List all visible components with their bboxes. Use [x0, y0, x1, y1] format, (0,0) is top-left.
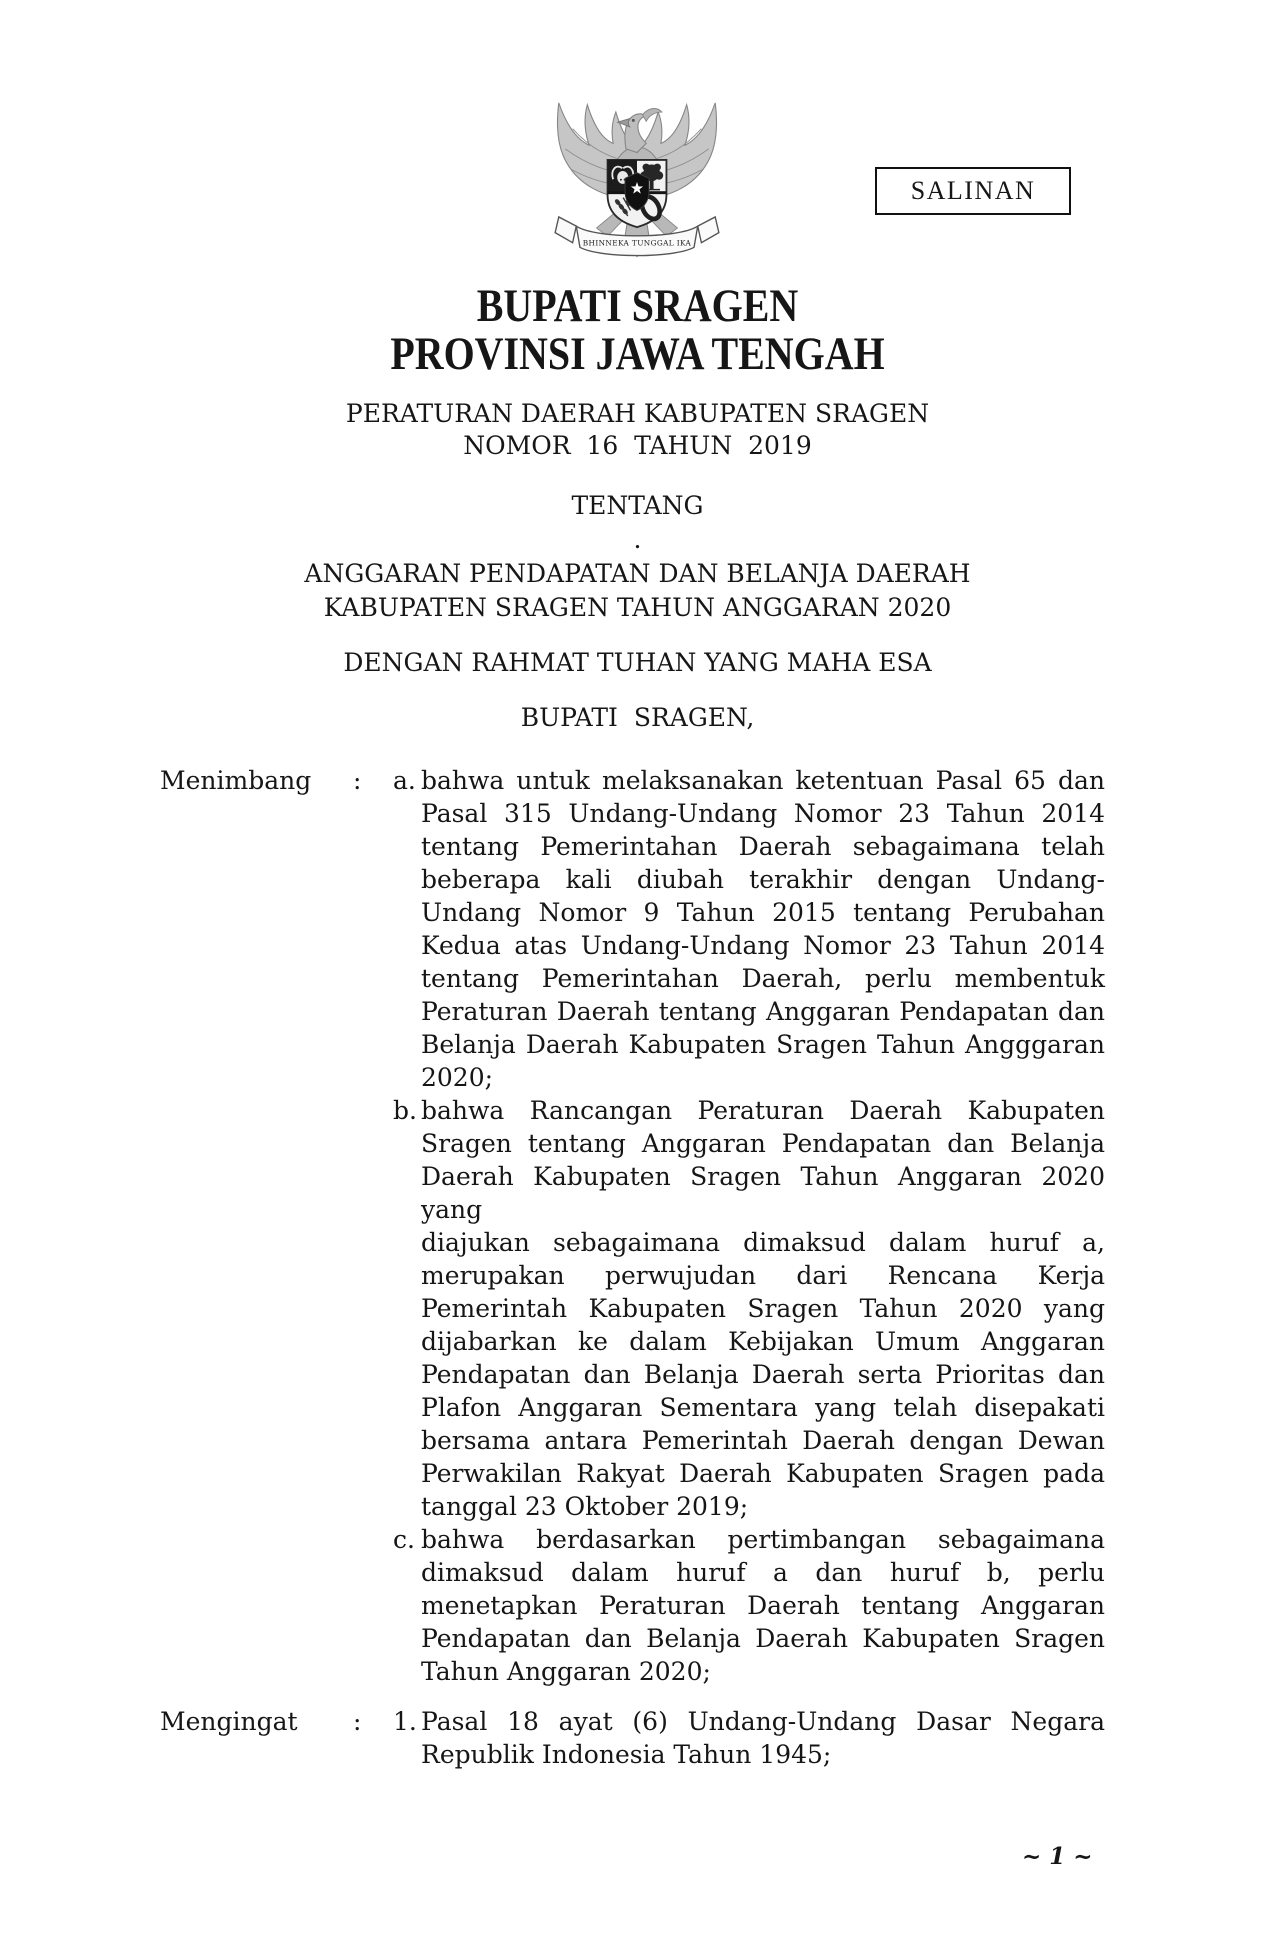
text-line: tentang Pemerintahan Daerah, perlu membentuk — [421, 964, 1105, 993]
salinan-stamp — [875, 167, 1071, 215]
menimbang-items — [393, 764, 1105, 1688]
text-line: tentang Pemerintahan Daerah sebagaimana telah — [421, 832, 1105, 861]
tentang-label: TENTANG — [571, 491, 704, 520]
text-line: 2020; — [421, 1063, 494, 1092]
mengingat-colon: : — [353, 1707, 362, 1736]
subject-line2: KABUPATEN SRAGEN TAHUN ANGGARAN 2020 — [323, 593, 952, 622]
motto-text: BHINNEKA TUNGGAL IKA — [582, 238, 692, 248]
text-line: tanggal 23 Oktober 2019; — [421, 1492, 749, 1521]
mengingat-item — [393, 1705, 1105, 1771]
item-marker: c. — [393, 1525, 415, 1554]
text-line: dijabarkan ke dalam Kebijakan Umum Anggaran — [421, 1327, 1105, 1356]
regulation-title: PERATURAN DAERAH KABUPATEN SRAGEN — [345, 399, 930, 428]
text-line: Belanja Daerah Kabupaten Sragen Tahun Angggaran — [421, 1030, 1105, 1059]
text-line: Kedua atas Undang-Undang Nomor 23 Tahun 2014 — [421, 931, 1105, 960]
text-line: bahwa untuk melaksanakan ketentuan Pasal 65 dan — [421, 766, 1105, 795]
garuda-pancasila-emblem — [545, 90, 729, 274]
text-line: Perwakilan Rakyat Daerah Kabupaten Sragen pada — [421, 1459, 1105, 1488]
salinan-stamp-label: SALINAN — [910, 176, 1036, 205]
menimbang-item — [393, 764, 1105, 1094]
text-line: Undang Nomor 9 Tahun 2015 tentang Perubahan — [421, 898, 1105, 927]
text-line: Pasal 18 ayat (6) Undang-Undang Dasar Negara — [421, 1707, 1105, 1736]
regulation-number: NOMOR 16 TAHUN 2019 — [463, 431, 812, 460]
menimbang-item — [393, 1523, 1105, 1688]
authority-title-line1: BUPATI SRAGEN — [476, 280, 799, 332]
text-line: Sragen tentang Anggaran Pendapatan dan Belanja — [421, 1129, 1105, 1158]
text-line: Plafon Anggaran Sementara yang telah disepakati — [421, 1393, 1105, 1422]
menimbang-item — [393, 1094, 1105, 1523]
text-line: bahwa Rancangan Peraturan Daerah Kabupaten — [421, 1096, 1105, 1125]
menimbang-colon: : — [353, 766, 362, 795]
menimbang-label: Menimbang — [160, 766, 312, 795]
mengingat-items — [393, 1705, 1105, 1771]
text-line: Pemerintah Kabupaten Sragen Tahun 2020 yang — [421, 1294, 1105, 1323]
text-line: Pendapatan dan Belanja Daerah Kabupaten Sragen — [421, 1624, 1105, 1653]
pancasila-shield — [608, 160, 667, 227]
text-line: bahwa berdasarkan pertimbangan sebagaimana — [421, 1525, 1105, 1554]
separator-dot: . — [633, 525, 642, 554]
item-marker: 1. — [393, 1707, 417, 1736]
authority-title-line2: PROVINSI JAWA TENGAH — [390, 328, 885, 380]
subject-line1: ANGGARAN PENDAPATAN DAN BELANJA DAERAH — [304, 559, 971, 588]
invocation-line: DENGAN RAHMAT TUHAN YANG MAHA ESA — [343, 648, 932, 677]
item-marker: b. — [393, 1096, 417, 1125]
text-line: diajukan sebagaimana dimaksud dalam huruf a, — [421, 1228, 1105, 1257]
text-line: Republik Indonesia Tahun 1945; — [421, 1740, 832, 1769]
text-line: Peraturan Daerah tentang Anggaran Pendapatan dan — [421, 997, 1105, 1026]
text-line: Pendapatan dan Belanja Daerah serta Prioritas dan — [421, 1360, 1105, 1389]
page-number: ~ 1 ~ — [1022, 1843, 1093, 1870]
text-line: beberapa kali diubah terakhir dengan Undang- — [421, 865, 1105, 894]
text-line: bersama antara Pemerintah Daerah dengan Dewan — [421, 1426, 1105, 1455]
text-line: dimaksud dalam huruf a dan huruf b, perlu — [421, 1558, 1105, 1587]
mengingat-section — [160, 1705, 1105, 1771]
issuer-salutation: BUPATI SRAGEN, — [520, 703, 755, 732]
text-line: Tahun Anggaran 2020; — [421, 1657, 711, 1686]
text-line: menetapkan Peraturan Daerah tentang Anggaran — [421, 1591, 1105, 1620]
menimbang-section — [160, 764, 1105, 1688]
text-line: merupakan perwujudan dari Rencana Kerja — [421, 1261, 1105, 1290]
text-line: Pasal 315 Undang-Undang Nomor 23 Tahun 2014 — [421, 799, 1105, 828]
item-marker: a. — [393, 766, 416, 795]
text-line: Daerah Kabupaten Sragen Tahun Anggaran 2020 yang — [421, 1162, 1105, 1224]
mengingat-label: Mengingat — [160, 1707, 298, 1736]
